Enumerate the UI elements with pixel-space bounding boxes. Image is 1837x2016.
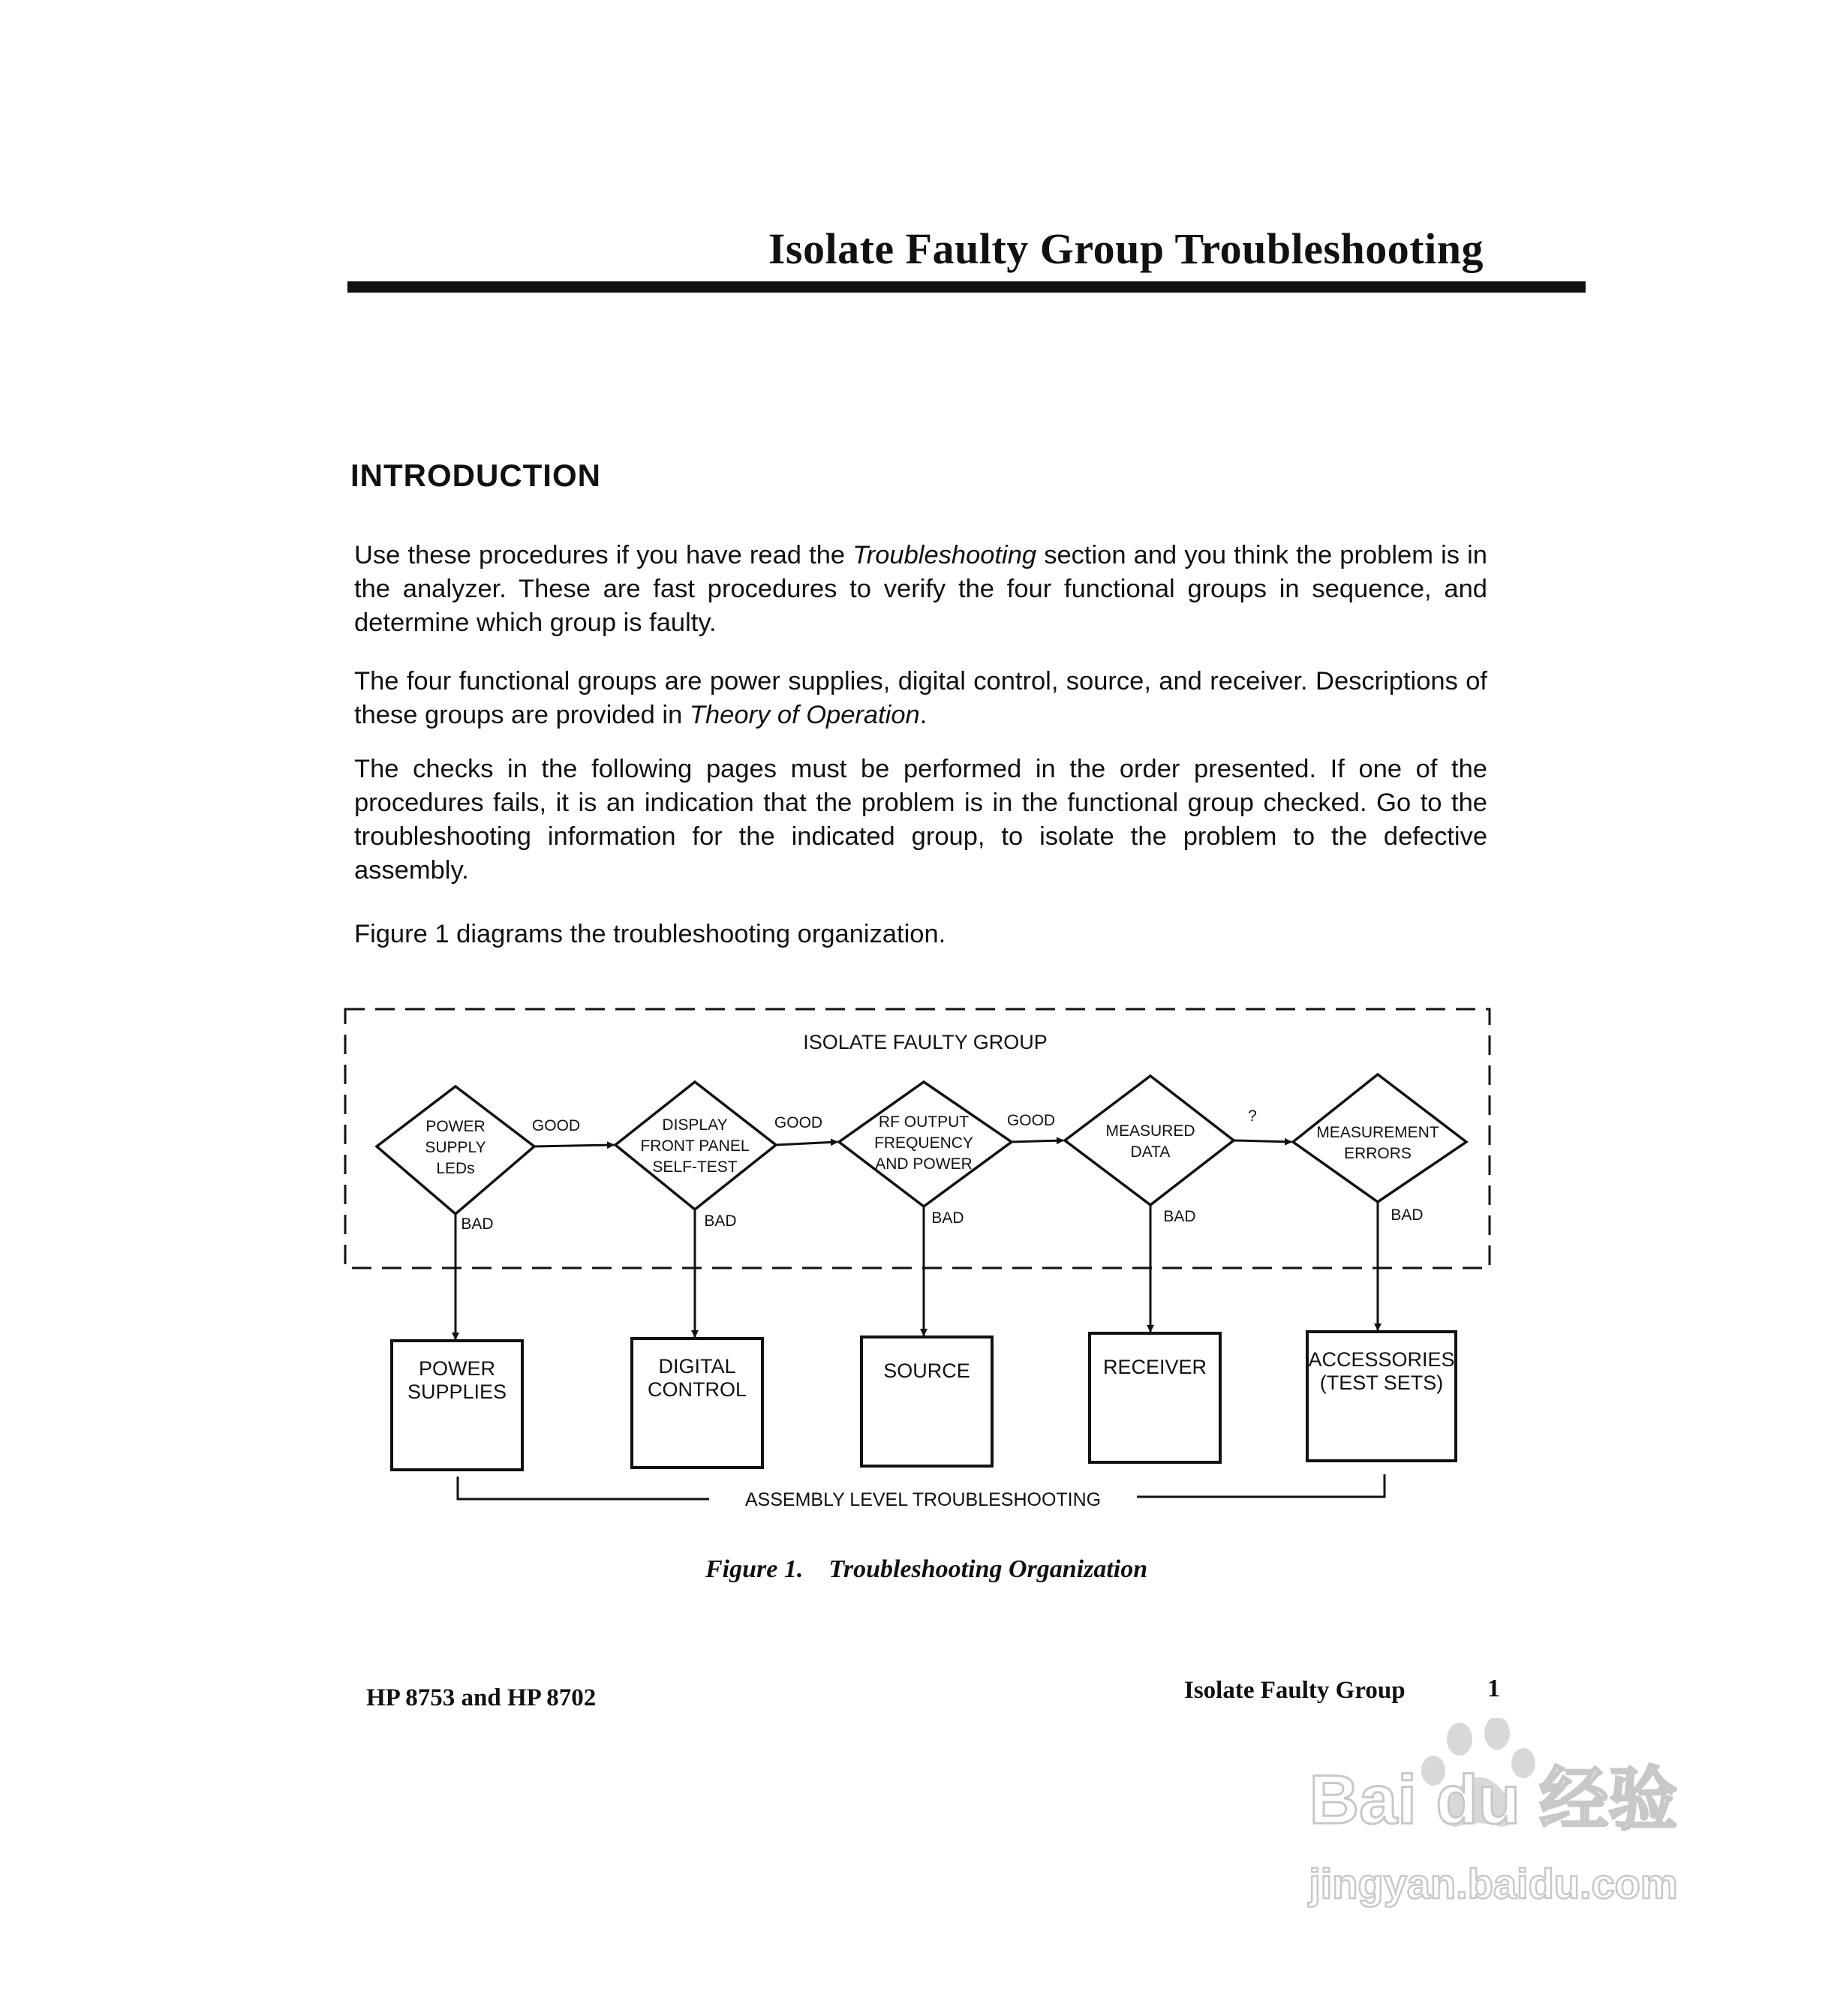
intro-paragraph-3: The checks in the following pages must be performed in the order presented. If one of the procedures fails, it is an indication that the problem is in the functional group checked. Go to the troubleshooting information for the indicated group, to isolate the problem to the defective assembly. [354, 755, 1487, 885]
arrow-good-1 [534, 1145, 614, 1146]
p1-text-b: section and you think the problem is in the analyzer. These are fast procedures to verify the four functional groups in sequence, and determine which group is faulty. [354, 541, 1487, 637]
assembly-1-line-1: POWER [418, 1357, 496, 1380]
assembly-5-line-2: (TEST SETS) [1319, 1372, 1444, 1394]
p1-emphasis: Troubleshooting [852, 541, 1037, 569]
p2-text-a: The four functional groups are power supplies, digital control, source, and receiver. Descriptions of these groups are provided in [354, 667, 1487, 729]
decision-2-line-1: DISPLAY [662, 1116, 728, 1134]
transition-label-1: GOOD [531, 1117, 581, 1134]
footer-section: Isolate Faulty Group [1184, 1677, 1406, 1704]
decision-1-line-1: POWER [425, 1118, 486, 1135]
flowchart-static [345, 1009, 1490, 1499]
intro-paragraph-4: Figure 1 diagrams the troubleshooting organization. [354, 920, 946, 948]
transition-label-3: GOOD [1006, 1112, 1056, 1129]
decision-3-line-3: AND POWER [875, 1155, 973, 1173]
p2-emphasis: Theory of Operation [689, 701, 920, 729]
assembly-5-line-1: ACCESSORIES [1308, 1348, 1455, 1371]
decision-3-line-1: RF OUTPUT [878, 1113, 970, 1131]
decision-5-line-1: MEASUREMENT [1316, 1124, 1439, 1141]
transition-label-4: ? [1248, 1107, 1257, 1125]
assembly-box-receiver [1090, 1333, 1220, 1462]
p1-text-a: Use these procedures if you have read the [354, 541, 853, 569]
assembly-1-line-2: SUPPLIES [407, 1381, 507, 1403]
flowchart-labels [407, 1031, 1455, 1510]
decision-1-line-2: SUPPLY [425, 1139, 486, 1156]
page-number: 1 [1487, 1675, 1500, 1702]
decision-5-line-2: ERRORS [1344, 1145, 1412, 1162]
bad-label-1: BAD [461, 1215, 494, 1233]
decision-measured-data [1065, 1076, 1234, 1205]
figure-caption [705, 1555, 1147, 1584]
watermark-url: jingyan.baidu.com [1309, 1860, 1678, 1907]
assembly-4-line-1: RECEIVER [1102, 1356, 1207, 1378]
decision-2-line-3: SELF-TEST [652, 1158, 738, 1176]
intro-paragraph-1 [354, 539, 1487, 640]
watermark-brand: Bai du 经验 [1309, 1762, 1678, 1838]
intro-paragraph-2 [354, 665, 1487, 732]
assembly-3-line-1: SOURCE [883, 1360, 970, 1382]
baidu-watermark [1276, 1718, 1711, 1928]
assembly-bracket-left [458, 1477, 709, 1499]
arrow-good-3 [1012, 1140, 1063, 1142]
bad-label-4: BAD [1163, 1208, 1196, 1225]
figure-title: Troubleshooting Organization [828, 1555, 1148, 1583]
assembly-bracket-right [1137, 1474, 1385, 1497]
arrow-question [1234, 1140, 1291, 1142]
decision-4-line-2: DATA [1130, 1143, 1171, 1161]
title-rule [347, 281, 1586, 293]
page-title: Isolate Faulty Group Troubleshooting [768, 224, 1484, 273]
bad-label-3: BAD [931, 1209, 964, 1227]
assembly-2-line-2: CONTROL [647, 1378, 747, 1401]
decision-1-line-3: LEDs [436, 1160, 475, 1177]
troubleshooting-flowchart [330, 998, 1516, 1538]
group-label: ISOLATE FAULTY GROUP [803, 1031, 1048, 1053]
p2-text-b: . [919, 701, 928, 729]
transition-label-2: GOOD [774, 1114, 823, 1131]
bad-label-2: BAD [704, 1212, 737, 1230]
arrow-good-2 [776, 1142, 837, 1145]
section-heading: INTRODUCTION [350, 458, 601, 493]
footer-product: HP 8753 and HP 8702 [366, 1684, 597, 1711]
bad-label-5: BAD [1391, 1206, 1424, 1224]
assembly-box-source [861, 1337, 992, 1466]
assembly-level-label: ASSEMBLY LEVEL TROUBLESHOOTING [744, 1489, 1102, 1510]
assembly-2-line-1: DIGITAL [658, 1355, 736, 1378]
decision-3-line-2: FREQUENCY [874, 1134, 973, 1152]
decision-2-line-2: FRONT PANEL [640, 1137, 750, 1155]
figure-number: Figure 1. [705, 1555, 804, 1583]
decision-4-line-1: MEASURED [1105, 1122, 1195, 1140]
